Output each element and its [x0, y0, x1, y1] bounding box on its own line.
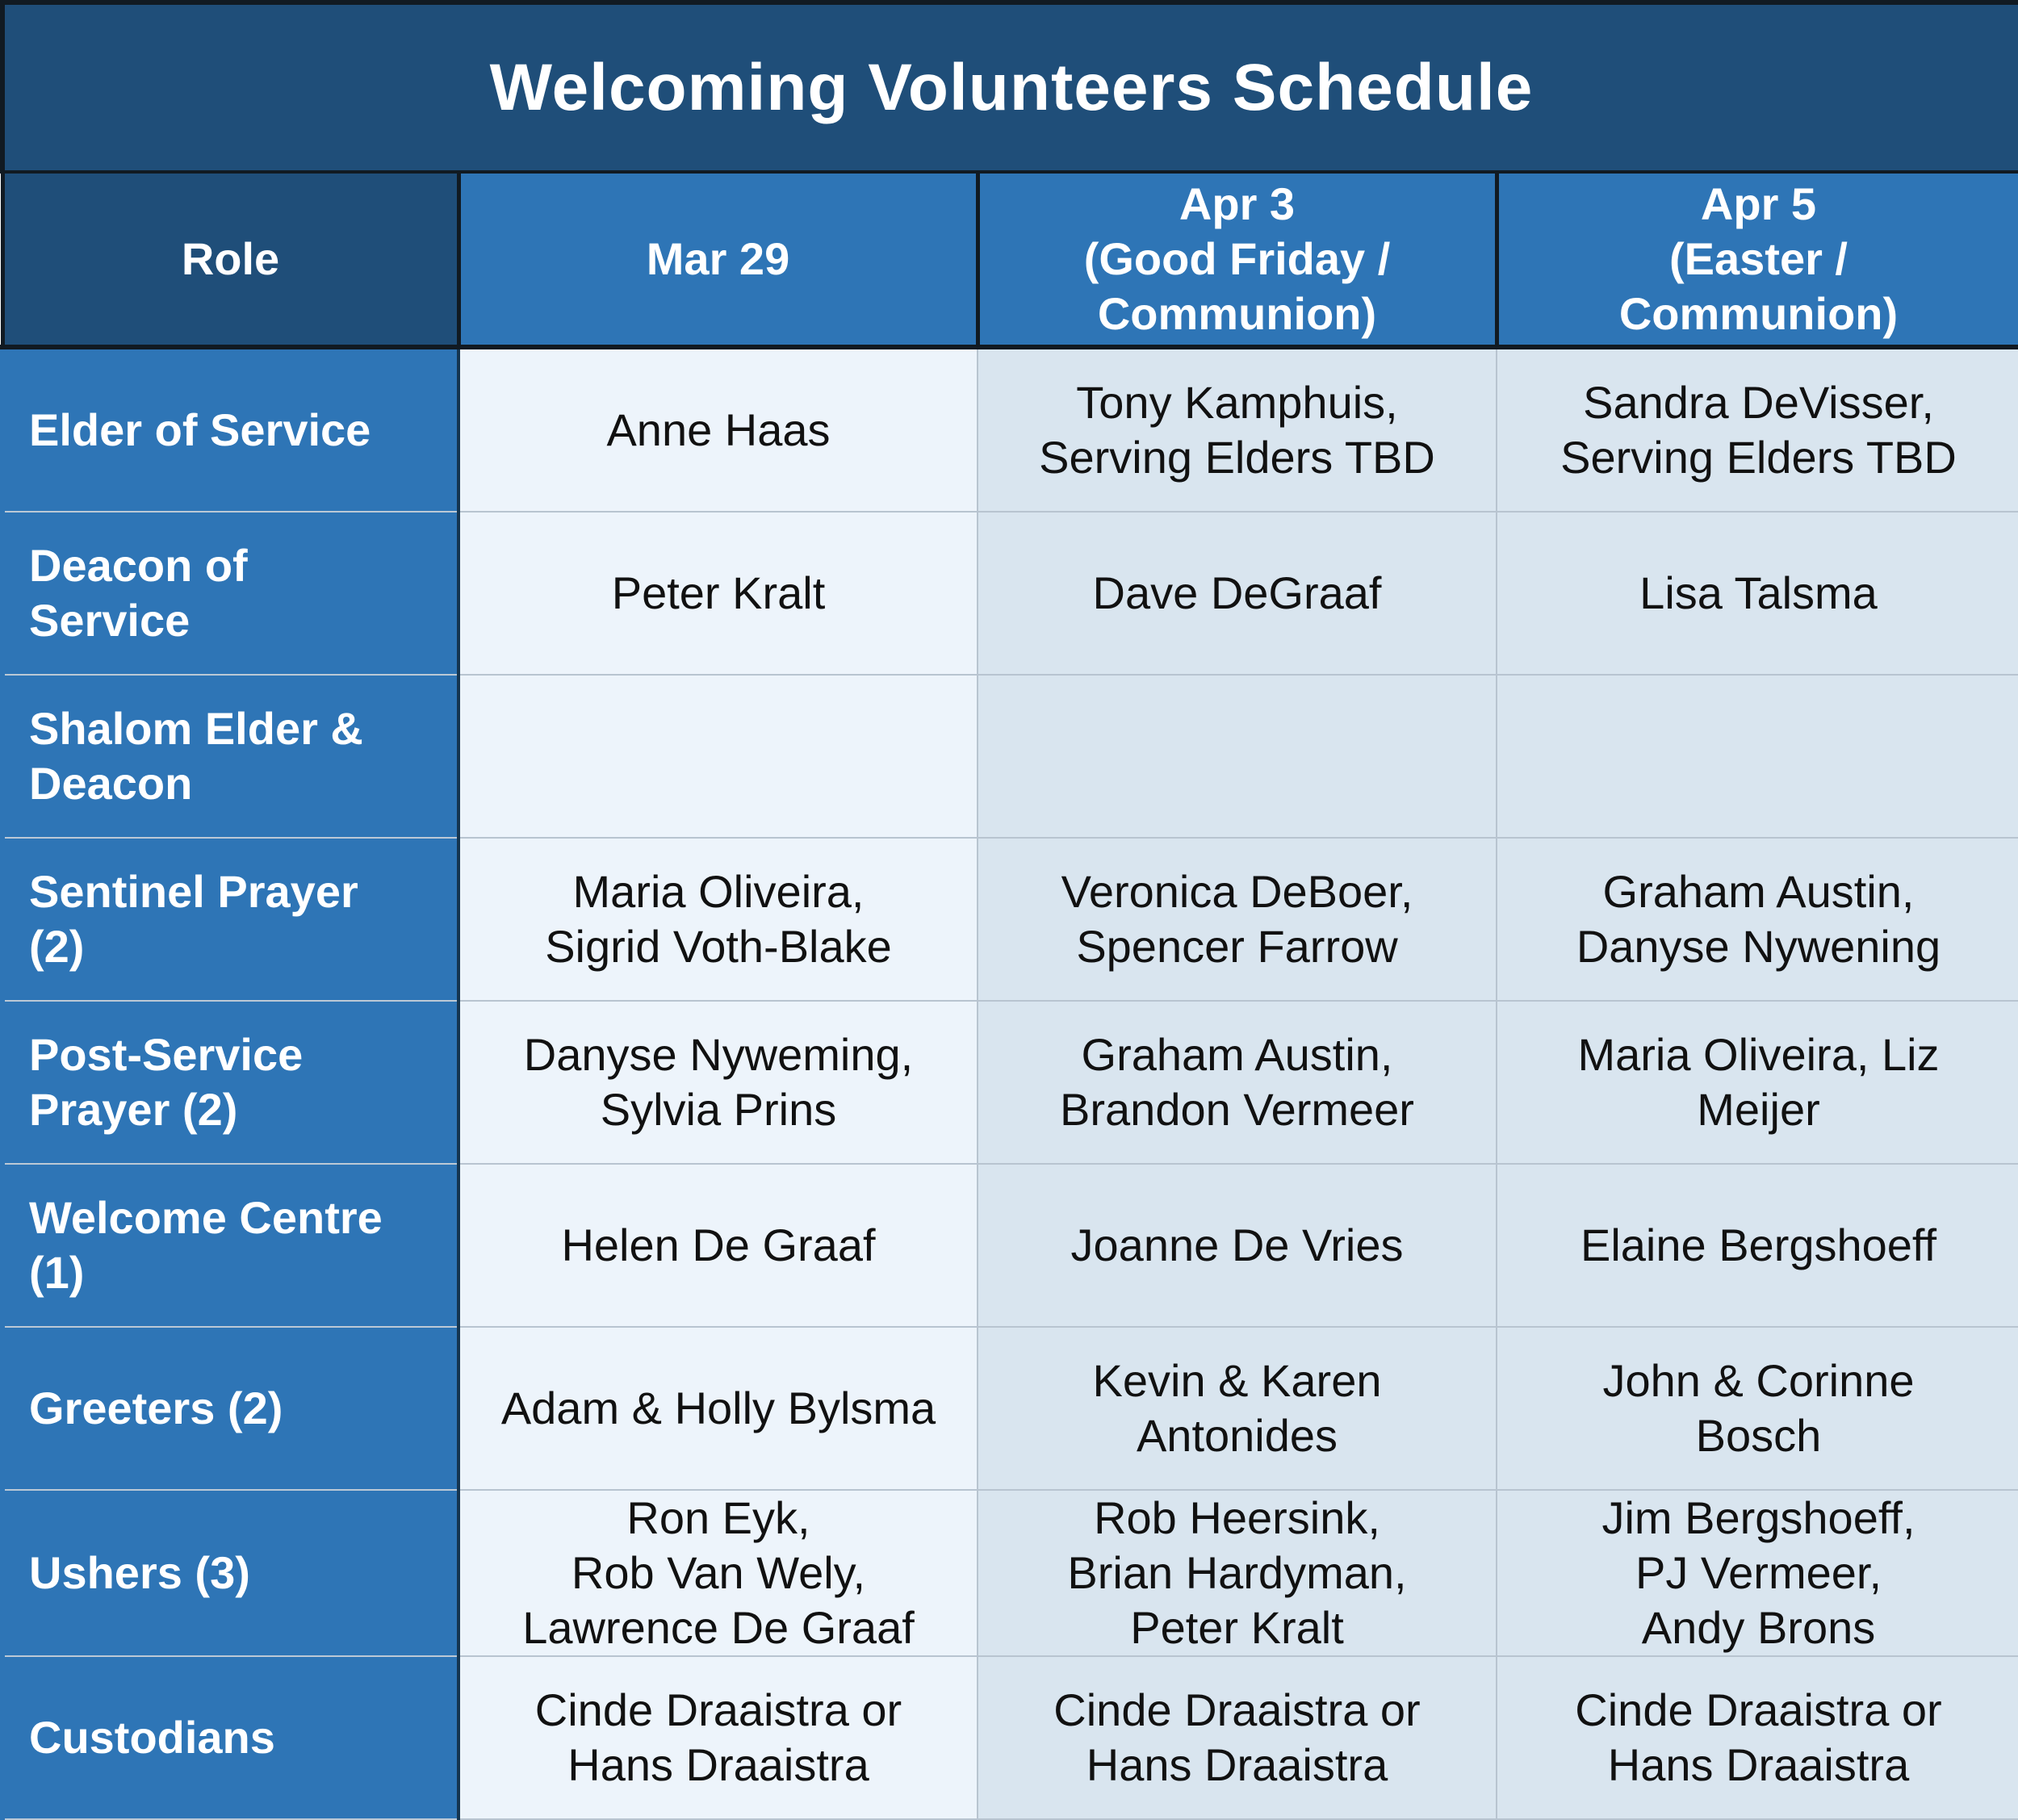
table-row: [2, 512, 2018, 675]
schedule-cell: Helen De Graaf: [458, 1164, 978, 1327]
schedule-cell: Anne Haas: [458, 347, 978, 512]
column-header-apr-5: Apr 5 (Easter / Communion): [1497, 172, 2018, 347]
schedule-cell: [978, 675, 1497, 838]
schedule-cell: Dave DeGraaf: [978, 512, 1497, 675]
schedule-title: Welcoming Volunteers Schedule: [2, 2, 2018, 172]
schedule-cell: Adam & Holly Bylsma: [458, 1327, 978, 1490]
role-cell-ushers-3: Ushers (3): [2, 1490, 458, 1656]
table-row: [2, 347, 2018, 512]
schedule-cell: Elaine Bergshoeff: [1497, 1164, 2018, 1327]
column-header-mar-29: Mar 29: [458, 172, 978, 347]
role-cell-elder-of-service: Elder of Service: [2, 347, 458, 512]
schedule-cell: Cinde Draaistra or Hans Draaistra: [458, 1656, 978, 1819]
schedule-cell: Peter Kralt: [458, 512, 978, 675]
role-cell-shalom-elder-deacon: Shalom Elder & Deacon: [2, 675, 458, 838]
schedule-cell: Jim Bergshoeff, PJ Vermeer, Andy Brons: [1497, 1490, 2018, 1656]
schedule-cell: Joanne De Vries: [978, 1164, 1497, 1327]
table-row: [2, 1656, 2018, 1819]
schedule-cell: Danyse Nyweming, Sylvia Prins: [458, 1001, 978, 1164]
schedule-cell: Graham Austin, Danyse Nywening: [1497, 838, 2018, 1001]
schedule-cell: Veronica DeBoer, Spencer Farrow: [978, 838, 1497, 1001]
schedule-cell: [1497, 675, 2018, 838]
schedule-cell: Tony Kamphuis, Serving Elders TBD: [978, 347, 1497, 512]
table-row: [2, 838, 2018, 1001]
role-cell-greeters-2: Greeters (2): [2, 1327, 458, 1490]
role-cell-post-service-prayer-2: Post-Service Prayer (2): [2, 1001, 458, 1164]
schedule-cell: [458, 675, 978, 838]
table-row: [2, 675, 2018, 838]
schedule-cell: Sandra DeVisser, Serving Elders TBD: [1497, 347, 2018, 512]
schedule-cell: Cinde Draaistra or Hans Draaistra: [978, 1656, 1497, 1819]
schedule-cell: Cinde Draaistra or Hans Draaistra: [1497, 1656, 2018, 1819]
table-row: [2, 1490, 2018, 1656]
schedule-cell: Lisa Talsma: [1497, 512, 2018, 675]
column-header-role: Role: [2, 172, 458, 347]
role-cell-custodians: Custodians: [2, 1656, 458, 1819]
schedule-cell: John & Corinne Bosch: [1497, 1327, 2018, 1490]
schedule-cell: Ron Eyk, Rob Van Wely, Lawrence De Graaf: [458, 1490, 978, 1656]
table-row: [2, 1164, 2018, 1327]
role-cell-deacon-of-service: Deacon of Service: [2, 512, 458, 675]
table-row: [2, 1001, 2018, 1164]
role-cell-welcome-centre-1: Welcome Centre (1): [2, 1164, 458, 1327]
schedule-cell: Kevin & Karen Antonides: [978, 1327, 1497, 1490]
schedule-cell: Maria Oliveira, Sigrid Voth-Blake: [458, 838, 978, 1001]
table-row: [2, 1327, 2018, 1490]
header-row: [2, 172, 2018, 347]
schedule-cell: Maria Oliveira, Liz Meijer: [1497, 1001, 2018, 1164]
column-header-apr-3: Apr 3 (Good Friday / Communion): [978, 172, 1497, 347]
schedule-cell: Rob Heersink, Brian Hardyman, Peter Kralt: [978, 1490, 1497, 1656]
role-cell-sentinel-prayer-2: Sentinel Prayer (2): [2, 838, 458, 1001]
schedule-cell: Graham Austin, Brandon Vermeer: [978, 1001, 1497, 1164]
